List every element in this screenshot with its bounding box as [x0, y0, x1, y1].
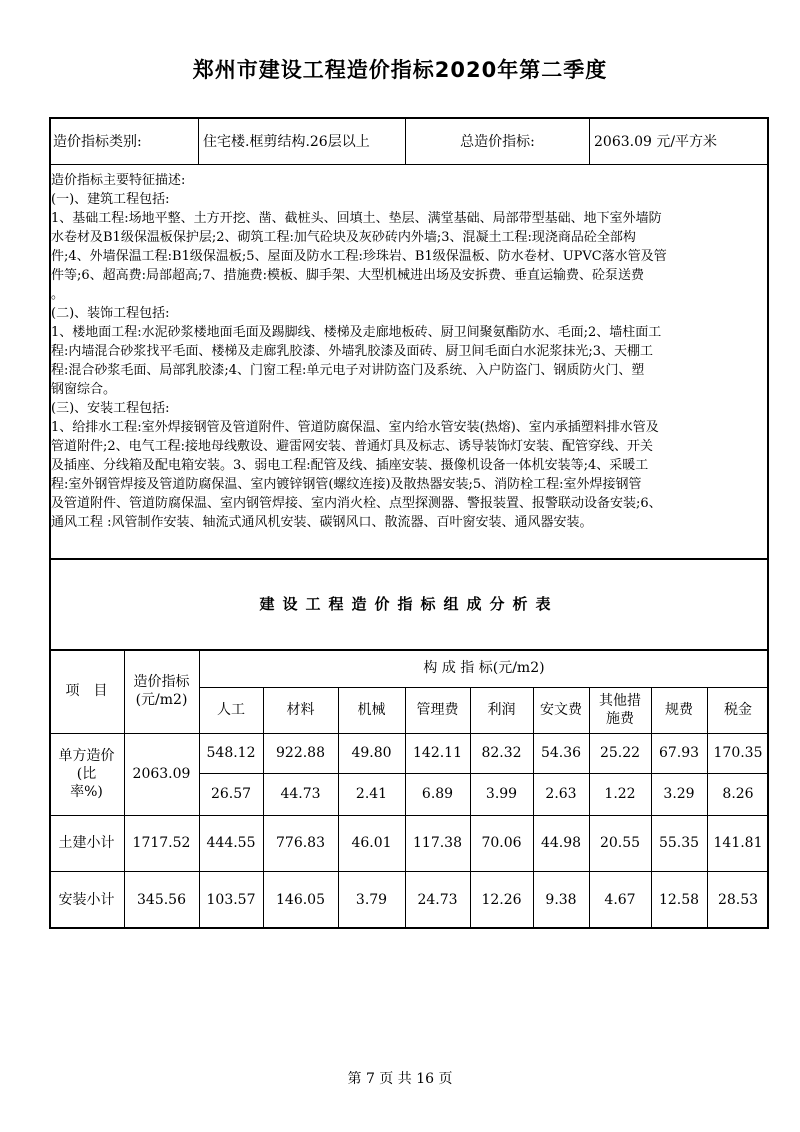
description-line: 造价指标主要特征描述:	[51, 173, 186, 188]
description-line: 水卷材及B1级保温板保护层;2、砌筑工程:加气砼块及灰砂砖内外墙;3、混凝土工程:现浇商品砼全部构	[51, 230, 636, 245]
index-header: 造价指标 (元/m2)	[133, 673, 190, 708]
feature-description	[51, 171, 765, 532]
table-cell: 12.58	[658, 891, 700, 908]
column-header: 规费	[665, 701, 693, 718]
table-cell: 3.79	[355, 891, 388, 908]
table-cell: 49.80	[351, 744, 392, 761]
table-cell: 1.22	[604, 785, 636, 802]
table-cell: 55.35	[658, 834, 700, 851]
page-footer: 第 7 页 共 16 页	[347, 1071, 453, 1087]
description-line: 1、基础工程:场地平整、土方开挖、凿、截桩头、回填土、垫层、满堂基础、局部带型基础、地下室外墙防	[51, 211, 662, 226]
column-header: 其他措 施费	[599, 692, 641, 727]
row-label: 土建小计	[58, 834, 115, 851]
description-line: 程:室外钢管焊接及管道防腐保温、室内镀锌钢管(螺纹连接)及散热器安装;5、消防栓工程:室外焊接钢管	[51, 477, 642, 492]
category-value: 住宅楼.框剪结构.26层以上	[203, 133, 370, 150]
row-index-value: 2063.09	[132, 765, 191, 782]
description-line: (二)、装饰工程包括:	[51, 306, 170, 321]
composition-header: 构 成 指 标(元/m2)	[423, 659, 545, 676]
description-line: 。	[51, 287, 65, 302]
description-line: 及插座、分线箱及配电箱安装。3、弱电工程:配管及线、插座安装、摄像机设备一体机安装等;4、采暖工	[51, 458, 649, 473]
table-cell: 117.38	[413, 834, 462, 851]
table-cell: 2.41	[355, 785, 388, 802]
row-index-value: 345.56	[137, 891, 186, 908]
description-line: 管道附件;2、电气工程:接地母线敷设、避雷网安装、普通灯具及标志、诱导装饰灯安装、配管穿线、开关	[51, 439, 654, 454]
table-cell: 2.63	[545, 785, 577, 802]
description-line: 1、给排水工程:室外焊接钢管及管道附件、管道防腐保温、室内给水管安装(热熔)、室内承插塑料排水管及	[51, 420, 659, 435]
description-line: 程:内墙混合砂浆找平毛面、楼梯及走廊乳胶漆、外墙乳胶漆及面砖、厨卫间毛面白水泥浆抹光;3、天棚工	[51, 344, 654, 359]
table-cell: 24.73	[417, 891, 458, 908]
table-cell: 170.35	[713, 744, 763, 761]
table-cell: 12.26	[481, 891, 522, 908]
table-cell: 8.26	[722, 785, 754, 802]
description-line: 及管道附件、管道防腐保温、室内钢管焊接、室内消火栓、点型探测器、警报装置、报警联动设备安装;6、	[51, 496, 662, 511]
item-header: 项 目	[65, 682, 108, 699]
table-cell: 82.32	[481, 744, 522, 761]
table-cell: 44.73	[280, 785, 321, 802]
column-header: 材料	[286, 701, 315, 718]
column-header: 税金	[724, 701, 752, 718]
table-cell: 67.93	[658, 744, 700, 761]
table-cell: 548.12	[206, 744, 256, 761]
table-cell: 103.57	[206, 891, 256, 908]
description-line: 件;4、外墙保温工程:B1级保温板;5、屋面及防水工程:珍珠岩、B1级保温板、防水卷材、UPVC落水管及管	[51, 249, 667, 264]
table-cell: 141.81	[713, 834, 763, 851]
table-cell: 28.53	[717, 891, 759, 908]
total-label: 总造价指标:	[460, 133, 535, 150]
table-cell: 20.55	[599, 834, 641, 851]
table-cell: 9.38	[545, 891, 577, 908]
row-index-value: 1717.52	[132, 834, 191, 851]
description-line: 件等;6、超高费:局部超高;7、措施费:模板、脚手架、大型机械进出场及安拆费、垂直运输费、砼泵送费	[51, 268, 645, 283]
column-header: 机械	[357, 701, 386, 718]
table-cell: 146.05	[276, 891, 325, 908]
description-bottom-divider	[49, 558, 769, 560]
column-header: 管理费	[416, 701, 459, 718]
table-cell: 44.98	[540, 834, 582, 851]
column-header: 利润	[487, 701, 516, 718]
description-line: 通风工程 :风管制作安装、轴流式通风机安装、碳钢风口、散流器、百叶窗安装、通风器安装。	[51, 515, 593, 530]
category-label: 造价指标类别:	[53, 133, 142, 150]
table-cell: 26.57	[210, 785, 252, 802]
table-cell: 142.11	[413, 744, 462, 761]
table-cell: 444.55	[206, 834, 256, 851]
row-label: 单方造价 (比 率%)	[58, 747, 115, 801]
table-cell: 776.83	[276, 834, 325, 851]
column-header: 人工	[217, 701, 245, 718]
analysis-table-title: 建设工程造价指标组成分析表	[259, 595, 559, 613]
table-cell: 6.89	[421, 785, 454, 802]
description-line: 1、楼地面工程:水泥砂浆楼地面毛面及踢脚线、楼梯及走廊地板砖、厨卫间聚氨酯防水、毛面;2、墙柱面工	[51, 325, 662, 340]
description-line: (一)、建筑工程包括:	[51, 192, 170, 207]
table-cell: 4.67	[604, 891, 636, 908]
table-cell: 25.22	[599, 744, 641, 761]
description-line: (三)、安装工程包括:	[51, 401, 170, 416]
column-header: 安文费	[540, 701, 582, 718]
table-cell: 3.99	[485, 785, 518, 802]
total-value: 2063.09 元/平方米	[594, 133, 718, 150]
description-line: 钢窗综合。	[51, 382, 117, 397]
table-cell: 70.06	[481, 834, 522, 851]
page-title: 郑州市建设工程造价指标2020年第二季度	[192, 58, 608, 82]
table-cell: 922.88	[276, 744, 325, 761]
row-label: 安装小计	[58, 891, 115, 908]
table-cell: 46.01	[351, 834, 392, 851]
description-line: 程:混合砂浆毛面、局部乳胶漆;4、门窗工程:单元电子对讲防盗门及系统、入户防盗门、钢质防火门、塑	[51, 363, 645, 378]
table-cell: 54.36	[540, 744, 582, 761]
table-cell: 3.29	[663, 785, 695, 802]
